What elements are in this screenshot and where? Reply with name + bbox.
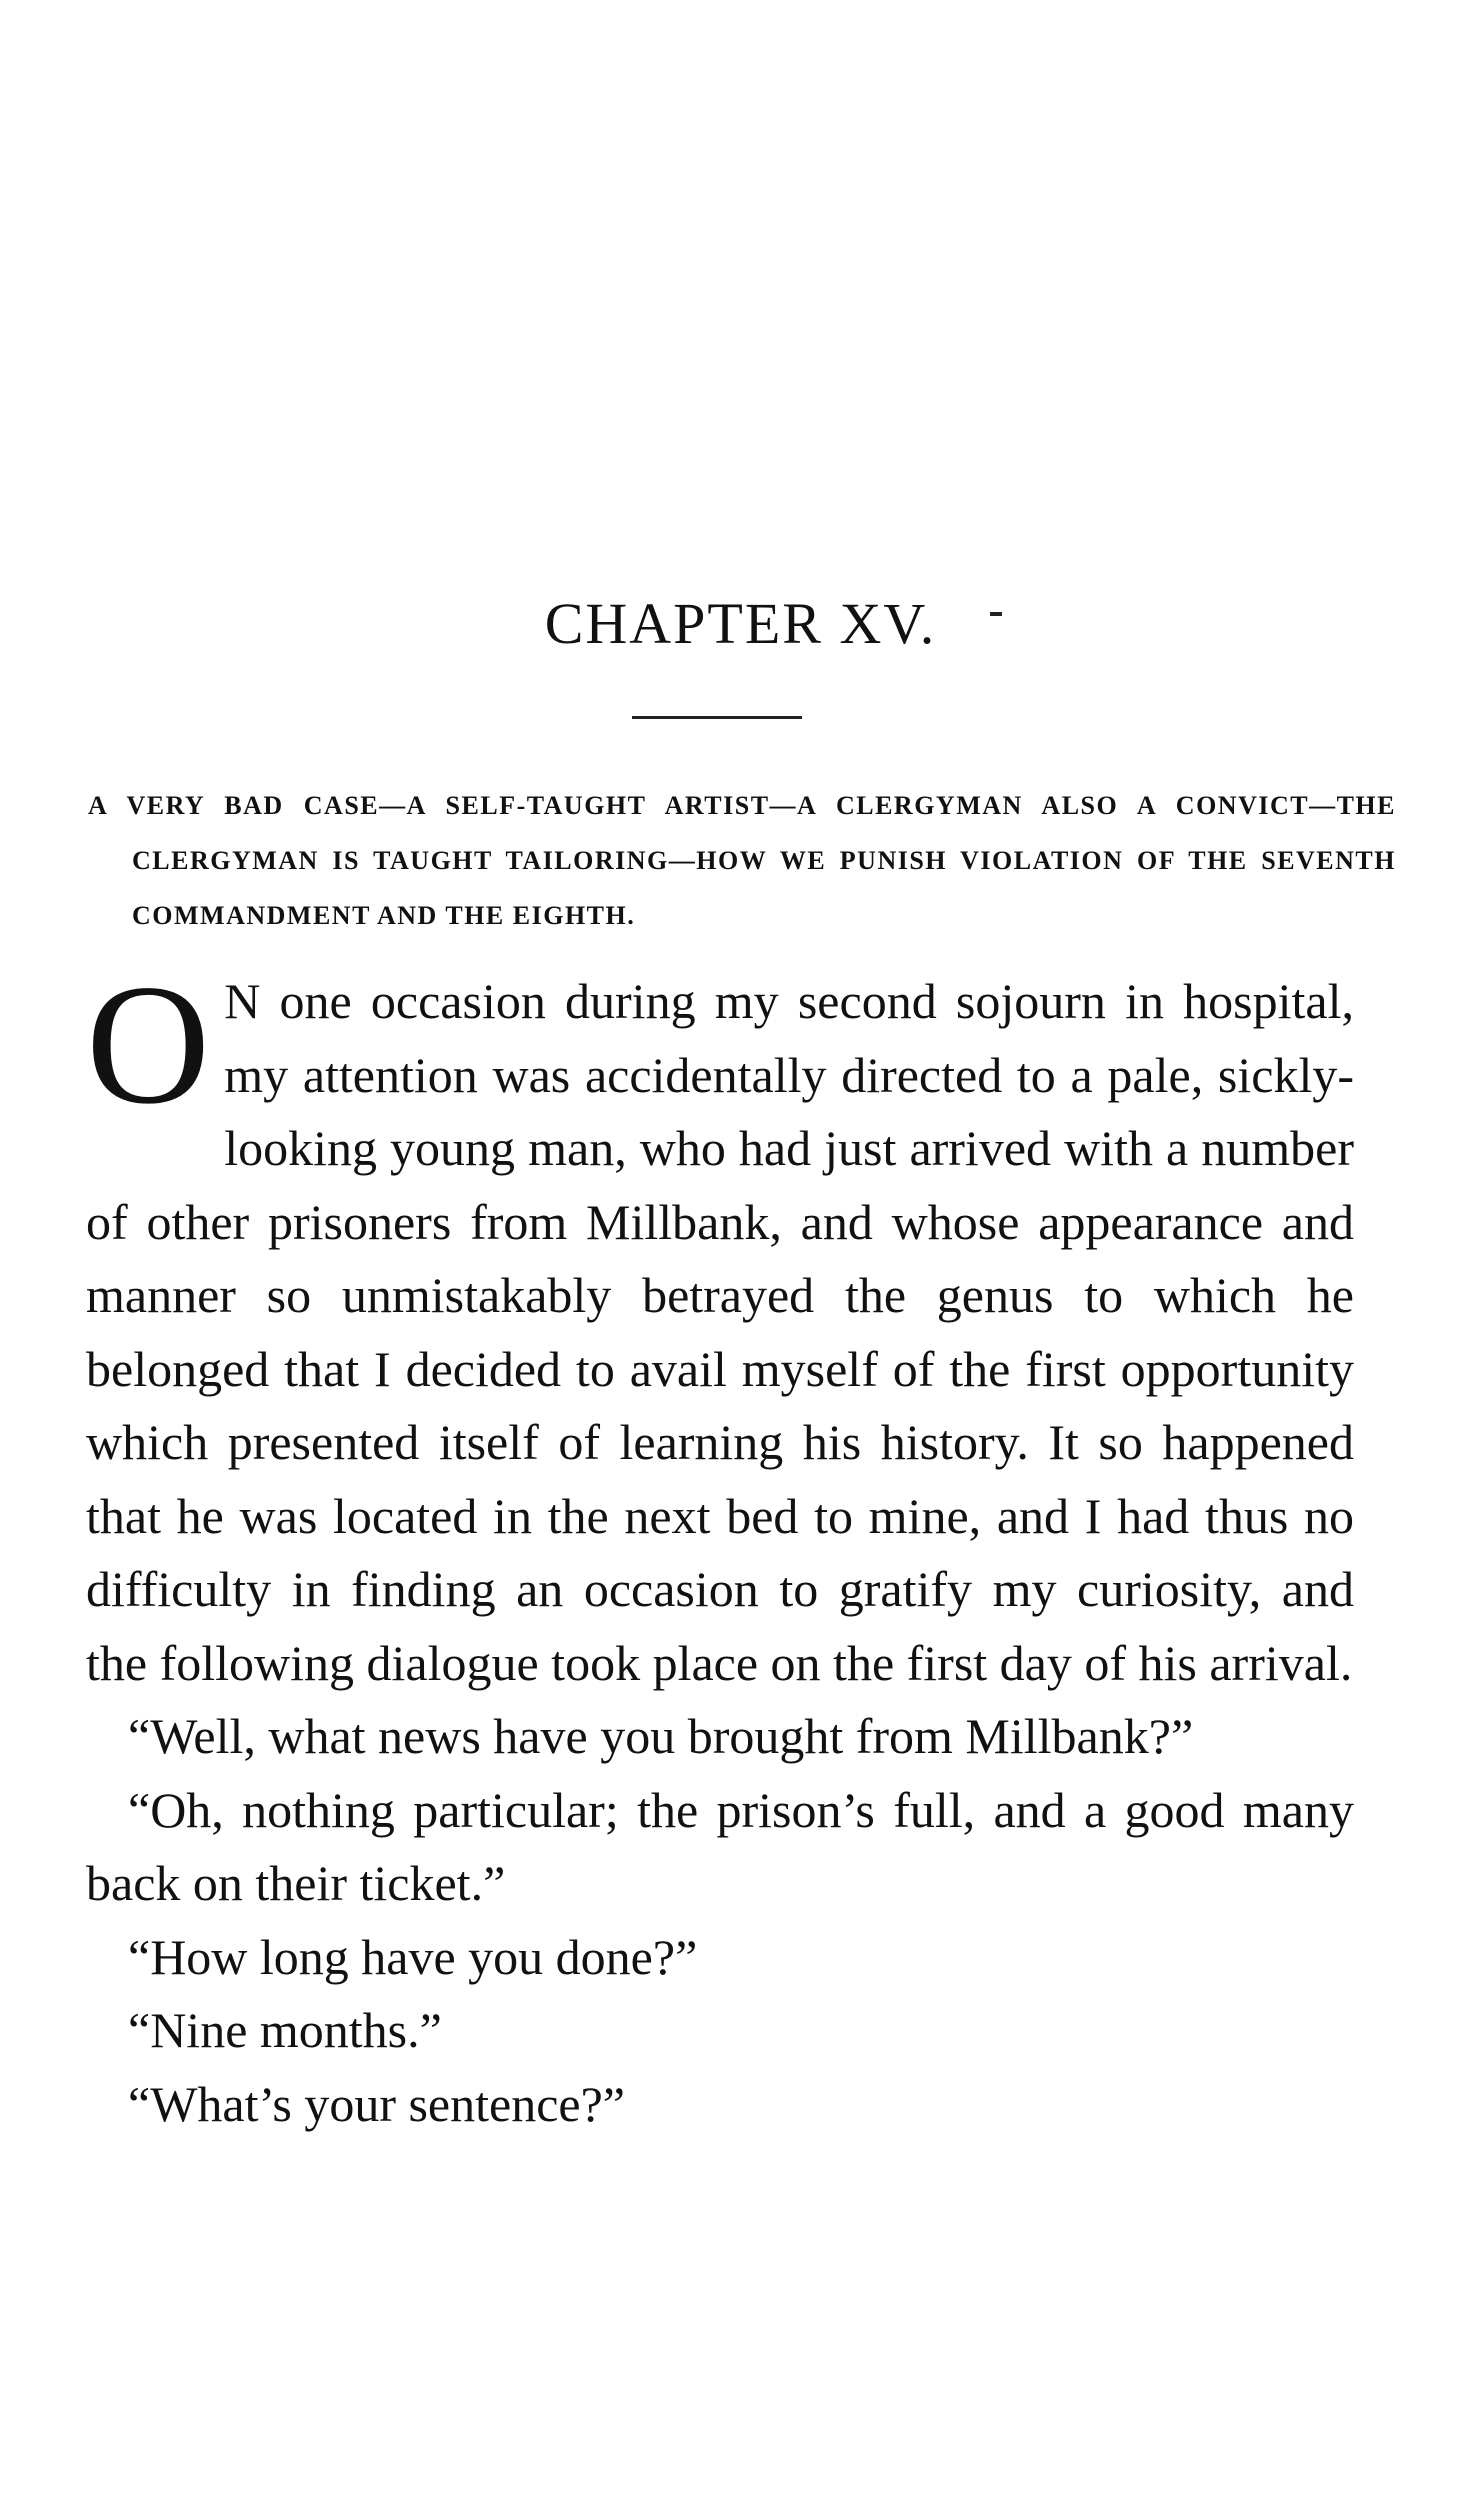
drop-cap: O bbox=[86, 950, 211, 1140]
opening-text: N one occasion during my second sojourn in hospital, my attention was accidentally directed to a pale, sickly-looking young man, who had just arrived with a number of other prisoners from Millbank, and whose appearance and manner so unmistakably betrayed the genus to which he belonged that I decided to avail myself of the first opportunity which presented itself of learning his history. It so happened that he was located in the next bed to mine, and I had thus no difficulty in finding an occasion to gratify my curiosity, and the following dialogue took place on the first day of his arrival. bbox=[86, 973, 1354, 1691]
dialogue-line: “Nine months.” bbox=[128, 2002, 442, 2058]
chapter-summary: A VERY BAD CASE—A SELF-TAUGHT ARTIST—A CLERGYMAN ALSO A CONVICT—THE CLERGYMAN IS TAUGHT TAILORING—HOW WE PUNISH VIOLATION OF THE SEVENTH COMMANDMENT AND THE EIGHTH. bbox=[88, 791, 1396, 930]
stray-print-mark bbox=[990, 612, 1002, 616]
title-rule bbox=[632, 716, 802, 719]
chapter-title: CHAPTER XV. bbox=[544, 591, 937, 656]
chapter-body bbox=[86, 950, 1354, 2141]
dialogue-line: “Well, what news have you brought from Millbank?” bbox=[128, 1708, 1194, 1764]
opening-paragraph bbox=[86, 950, 1354, 1700]
dialogue-line: “How long have you done?” bbox=[128, 1928, 698, 1985]
dialogue-line: “What’s your sentence?” bbox=[128, 2075, 625, 2132]
dialogue-line: “Oh, nothing particular; the prison’s full, and a good many back on their ticket.” bbox=[86, 1781, 1354, 1911]
